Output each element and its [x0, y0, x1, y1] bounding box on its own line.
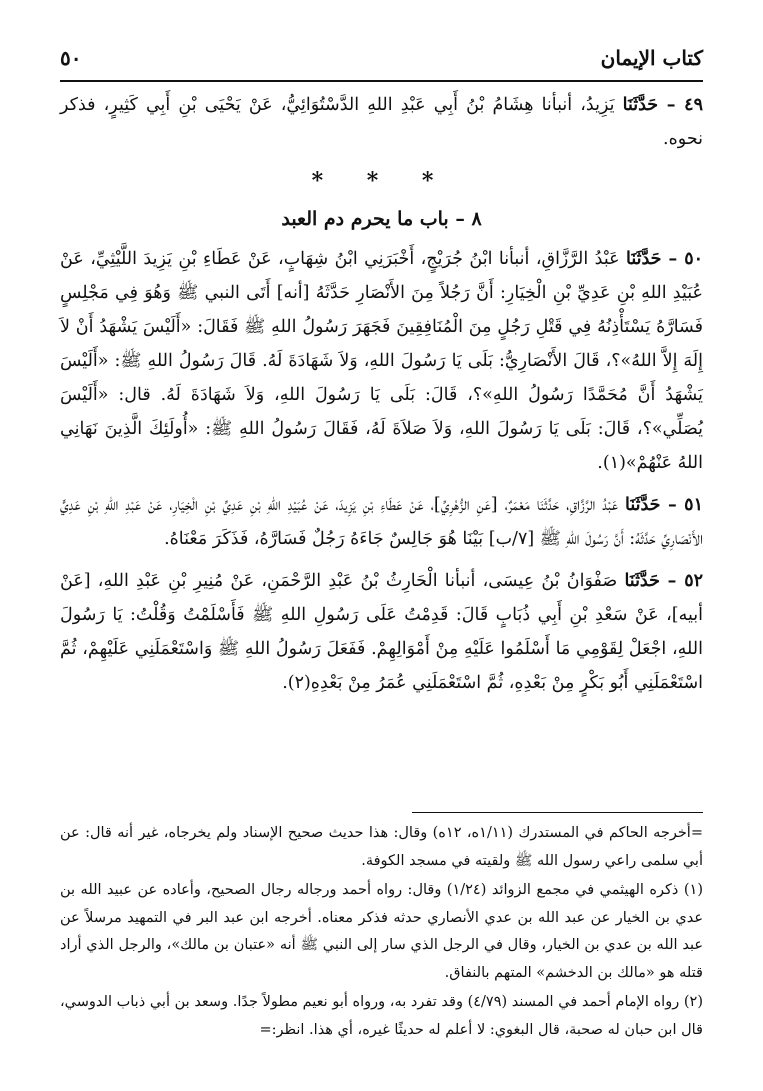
hadith-52 — [60, 564, 703, 700]
hadith-51-lead: ٥١ – حَدَّثَنَا — [625, 495, 703, 515]
chapter-title: ٨ – باب ما يحرم دم العبد — [281, 208, 482, 230]
section-separator: * * * — [311, 168, 452, 194]
footnote-rule — [412, 812, 703, 813]
hadith-52-text: صَفْوَانُ بْنُ عِيسَى، أنبأنا الْحَارِثُ بْنُ عَبْدِ الرَّحْمَنِ، عَنْ مُنِيرِ بْنِ عَبْدِ اللهِ، [عَنْ أبيه]، عَنْ سَعْدِ بْنِ أَبِي ذُبَابٍ قَالَ: قَدِمْتُ عَلَى رَسُولِ اللهِ ﷺ فَأَسْلَمْتُ وَقُلْتُ: يَا رَسُولَ اللهِ، اجْعَلْ لِقَوْمِي مَا أَسْلَمُوا عَلَيْهِ مِنْ أَمْوَالِهِمْ. فَفَعَلَ رَسُولُ اللهِ ﷺ وَاسْتَعْمَلَنِي عَلَيْهِمْ، ثُمَّ اسْتَعْمَلَنِي أَبُو بَكْرٍ مِنْ بَعْدِهِ، ثُمَّ اسْتَعْمَلَنِي عُمَرُ مِنْ بَعْدِهِ(٢). — [60, 571, 703, 693]
footnotes — [60, 820, 703, 1046]
footnote-2: (٢) رواه الإمام أحمد في المسند (٤/٧٩) وقد تفرد به، ورواه أبو نعيم مطولاً جدًا. وسعد بن أبي ذباب الدوسي، قال ابن حبان له صحبة، قال البغوي: لا أعلم له حديثًا غيره، أي هذا. انظر:= — [60, 994, 703, 1038]
hadith-50-lead: ٥٠ – حَدَّثَنَا — [626, 249, 703, 269]
page-header — [60, 38, 703, 78]
hadith-51 — [60, 488, 703, 556]
hadith-50 — [60, 242, 703, 480]
hadith-52-lead: ٥٢ – حَدَّثَنَا — [624, 571, 703, 591]
header-rule — [60, 80, 703, 82]
footnote-1: (١) ذكره الهيثمي في مجمع الزوائد (١/٢٤) وقال: رواه أحمد ورجاله رجال الصحيح، وأعاده عن عبيد الله بن عدي بن الخيار عن عبد الله بن عدي الأنصاري حدثه فذكر معناه. أخرجه ابن عبد البر في التمهيد مرسلاً عن عبد الله بن عدي بن الخيار، وقال في الرجل الذي سار إلى النبي ﷺ أنه «عتبان بن مالك»، والرجل الذي أراد قتله هو «مالك بن الدخشم» المتهم بالنفاق. — [60, 882, 703, 981]
hadith-49-text: يَزِيدُ، أنبأنا هِشَامُ بْنُ أَبِي عَبْدِ اللهِ الدَّسْتُوَائِيُّ، عَنْ يَحْيَى بْنِ أَبِي كَثِيرٍ، فذكر نحوه. — [60, 95, 703, 149]
main-text — [60, 88, 703, 708]
hadith-50-text: عَبْدُ الرَّزَّاقِ، أنبأنا ابْنُ جُرَيْجٍ، أَخْبَرَنِي ابْنُ شِهَابٍ، عَنْ عَطَاءِ بْنِ يَزِيدَ اللَّيْثِيِّ، عَنْ عُبَيْدِ اللهِ بْنِ عَدِيِّ بْنِ الْخِيَارِ: أَنَّ رَجُلاً مِنَ الأَنْصَارِ حَدَّثَهُ [أنه] أَتَى النبي ﷺ وَهُوَ فِي مَجْلِسٍ فَسَارَّهُ يَسْتَأْذِنُهُ فِي قَتْلِ رَجُلٍ مِنَ الْمُنَافِقِينَ فَجَهَرَ رَسُولُ اللهِ ﷺ فَقَالَ: «أَلَيْسَ يَشْهَدُ أَنْ لاَ إِلَهَ إِلاَّ اللهُ»؟، قَالَ الأَنْصَارِيُّ: بَلَى يَا رَسُولَ اللهِ، وَلاَ شَهَادَةَ لَهُ. قَالَ رَسُولُ اللهِ ﷺ: «أَلَيْسَ يَشْهَدُ أَنَّ مُحَمَّدًا رَسُولُ اللهِ»؟، قَالَ: بَلَى يَا رَسُولَ اللهِ، وَلاَ شَهَادَةَ لَهُ. قال: «أَلَيْسَ يُصَلِّي»؟، قَالَ: بَلَى يَا رَسُولَ اللهِ، وَلاَ صَلاَةَ لَهُ، فَقَالَ رَسُولُ اللهِ ﷺ: «أُولَئِكَ الَّذِينَ نَهَانِي اللهُ عَنْهُمْ»(١). — [60, 249, 703, 473]
hadith-49-lead: ٤٩ – حَدَّثَنَا — [622, 95, 703, 115]
footnote-continued: =أخرجه الحاكم في المستدرك (١/١١ه، ١٢ه) وقال: هذا حديث صحيح الإسناد ولم يخرجاه، غير أنه قال: عن أبي سلمى راعي رسول الله ﷺ ولقيته في مسجد الكوفة. — [60, 825, 703, 869]
hadith-49 — [60, 88, 703, 156]
page-number: ٥٠ — [60, 46, 82, 70]
hadith-51-text: عَبْدُ الرَّزَّاقِ، حَدَّثَنَا مَعْمَرٌ، [عَنِ الزُّهْرِيِّ]، عَنْ عَطَاءِ بْنِ يَزِيدَ، عَنْ عُبَيْدِ اللهِ بْنِ عَدِيِّ بْنِ الْخِيَارِ، عَنْ عَبْدِ اللهِ بْنِ عَدِيٍّ الأَنْصَارِيِّ حَدَّثَهُ: أَنَّ رَسُولَ اللهِ ﷺ [٧/ب] بَيْنَا هُوَ جَالِسٌ جَاءَهُ رَجُلٌ فَسَارَّهُ، فَذَكَرَ مَعْنَاهُ. — [60, 495, 703, 549]
book-title: كتاب الإيمان — [600, 46, 703, 70]
